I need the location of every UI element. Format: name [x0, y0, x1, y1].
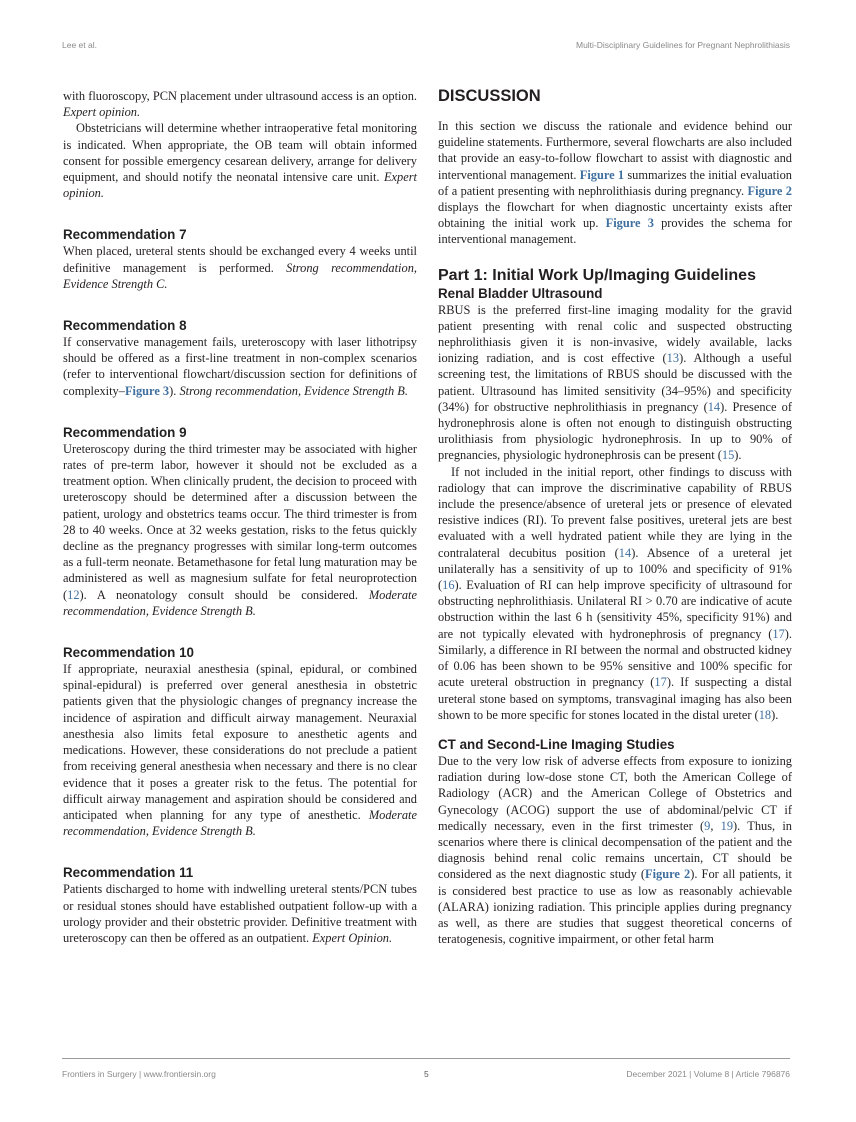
recommendation-10-text: If appropriate, neuraxial anesthesia (spinal, epidural, or combined spinal-epidural) is preferred over general anesthesia in obstetric patients given that the physiologic changes of pregnancy increase the incidence of aspiration and difficult airway management. Neuraxial anesthesia also limits fetal exposure to anesthetic agents and medications. However, these considerations do not preclude a patient from receiving general anesthesia when necessary and there is no clear evidence that it poses a greater risk to the fetus. The potential for difficult airway management and aspiration should be considered and anticipated when planning for any type of anesthetic. Moderate recommendation, Evidence Strength B. [63, 662, 417, 839]
recommendation-9-text: Ureteroscopy during the third trimester may be associated with higher rates of pre-term labor, however it should not be excluded as a treatment option. When clinically prudent, the decision to proceed with ureteroscopy should be determined after a discussion between the patient, urology and obstetrics teams occur. The third trimester is from 28 to 40 weeks. Once at 32 weeks gestation, risks to the fetus quickly decline as the pregnancy progresses with similar long-term outcomes as a full-term neonate. Betamethasone for fetal lung maturation may be administered as well as magnesium sulfate for fetal neuroprotection (12). A neonatology consult should be considered. Moderate recommendation, Evidence Strength B. [63, 441, 417, 618]
running-header-title: Multi-Disciplinary Guidelines for Pregnant Nephrolithiasis [575, 40, 790, 50]
running-header-authors: Lee et al. [62, 40, 97, 50]
left-column [63, 88, 417, 946]
recommendation-11-heading: Recommendation 11 [63, 865, 194, 881]
citation-link[interactable]: 19 [720, 818, 734, 833]
ct-heading: CT and Second-Line Imaging Studies [438, 736, 675, 752]
recommendation-7-heading: Recommendation 7 [63, 227, 187, 243]
citation-link[interactable]: 13 [666, 351, 680, 366]
discussion-heading: DISCUSSION [438, 87, 541, 105]
figure-3-link[interactable]: Figure 3 [124, 383, 170, 398]
page-number: 5 [424, 1069, 429, 1079]
recommendation-10-heading: Recommendation 10 [63, 645, 194, 661]
citation-link[interactable]: 17 [654, 675, 667, 690]
figure-2-link[interactable]: Figure 2 [747, 183, 792, 198]
footer-issue: December 2021 | Volume 8 | Article 796876 [626, 1069, 790, 1079]
evidence-note: Expert opinion. [63, 105, 141, 120]
citation-link[interactable]: 17 [772, 626, 785, 641]
citation-link[interactable]: 14 [618, 545, 632, 560]
evidence-note: Expert Opinion. [312, 930, 393, 945]
recommendation-9-heading: Recommendation 9 [63, 424, 187, 440]
recommendation-11-text: Patients discharged to home with indwelling ureteral stents/PCN tubes or residual stones should have established outpatient follow-up with a urology provider and their obstetric provider. Definitive treatment with ureteroscopy can then be offered as an outpatient. Expert Opinion. [63, 882, 417, 945]
rbus-paragraph-2: If not included in the initial report, other findings to discuss with radiology that can improve the discriminative capability of RBUS include the presence/absence of ureteral jets or presence of elevated resistive indices (RI). To prevent false positives, ureteral jets are best evaluated with a well hydrated patient while they are lying in the contralateral decubitus position (14). Absence of a ureteral jet unilaterally has a sensitivity of up to 100% and specificity of 91% (16). Evaluation of RI can help improve specificity of ultrasound for obstructing nephrolithiasis. Unilateral RI > 0.70 are indicative of acute obstruction within the last 6 h (sensitivity 45%, specificity 91%) and are not typically elevated with hydronephrosis of pregnancy (17). Similarly, a difference in RI between the normal and obstructed kidney of 0.06 has been shown to be 95% sensitive and 100% specific for acute ureteral obstruction in pregnancy (17). If suspecting a distal ureteral stone based on symptoms, transvaginal imaging has also been shown to be more specific for stones located in the distal ureter (18). [438, 464, 792, 722]
evidence-note: Strong recommendation, Evidence Strength C. [63, 260, 417, 291]
citation-link[interactable]: 18 [758, 707, 772, 722]
part-1-heading: Part 1: Initial Work Up/Imaging Guidelines [438, 266, 756, 284]
citation-link[interactable]: 14 [707, 399, 721, 414]
figure-1-link[interactable]: Figure 1 [579, 167, 625, 182]
citation-link[interactable]: 12 [67, 587, 80, 602]
evidence-note: Strong recommendation, Evidence Strength B. [179, 383, 408, 398]
footer-journal: Frontiers in Surgery | www.frontiersin.org [62, 1069, 216, 1079]
recommendation-8-heading: Recommendation 8 [63, 318, 187, 334]
recommendation-7-text: When placed, ureteral stents should be exchanged every 4 weeks until definitive management is performed. Strong recommendation, Evidence Strength C. [63, 244, 417, 291]
paragraph-pcn-fluoroscopy: with fluoroscopy, PCN placement under ultrasound access is an option. Expert opinion. [63, 89, 417, 120]
discussion-intro: In this section we discuss the rationale and evidence behind our guideline statements. Furthermore, several flowcharts are also included that provide an easy-to-follow flowchart to assist with diagnostic and interventional management. Figure 1 summarizes the initial evaluation of a patient presenting with nephrolithiasis during pregnancy. Figure 2 displays the flowchart for when diagnostic uncertainty exists after obtaining the initial work up. Figure 3 provides the schema for interventional management. [438, 119, 792, 247]
evidence-note: Moderate recommendation, Evidence Strength B. [63, 587, 417, 618]
ct-paragraph: Due to the very low risk of adverse effects from exposure to ionizing radiation during low-dose stone CT, both the American College of Radiology (ACR) and the American College of Obstetrics and Gynecology (ACOG) support the use of abdominal/pelvic CT if medically necessary, even in the first trimester (9, 19). Thus, in scenarios where there is clinical decompensation of the patient and the diagnosis behind renal colic remains uncertain, CT should be considered as the next diagnostic study (Figure 2). For all patients, it is considered best practice to use as low as reasonably achievable (ALARA) ionizing radiation. This principle applies during pregnancy as well, as there are studies that suggest theoretical concerns of teratogenesis, cognitive impairment, or other fetal harm [438, 753, 792, 947]
figure-3-link[interactable]: Figure 3 [605, 216, 654, 231]
citation-link[interactable]: 16 [442, 578, 455, 593]
paragraph-obstetricians: Obstetricians will determine whether intraoperative fetal monitoring is indicated. When appropriate, the OB team will obtain informed consent for possible emergency cesarean delivery, arrange for delivery equipment, and should notify the neonatal intensive care unit. Expert opinion. [63, 121, 417, 201]
rbus-heading: Renal Bladder Ultrasound [438, 285, 603, 301]
citation-link[interactable]: 15 [721, 448, 735, 463]
citation-link[interactable]: 9 [704, 818, 711, 833]
footer-divider [62, 1058, 790, 1059]
figure-2-link[interactable]: Figure 2 [645, 867, 691, 882]
evidence-note: Moderate recommendation, Evidence Strength B. [63, 807, 417, 839]
right-column [438, 88, 792, 947]
recommendation-8-text: If conservative management fails, ureteroscopy with laser lithotripsy should be offered as a first-line treatment in non-complex scenarios (refer to interventional flowchart/discussion section for definitions of complexity–Figure 3). Strong recommendation, Evidence Strength B. [63, 335, 417, 398]
evidence-note: Expert opinion. [63, 170, 417, 201]
rbus-paragraph-1: RBUS is the preferred first-line imaging modality for the gravid patient presenting with renal colic and suspected obstructing nephrolithiasis given it is non-invasive, widely available, lacks ionizing radiation, and is cost effective (13). Although a useful screening test, the limitations of RBUS should be discussed with the patient. Ultrasound has limited sensitivity (34–95%) and specificity (34%) for obstructive nephrolithiasis in pregnancy (14). Presence of hydronephrosis alone is often not enough to distinguish obstructing urolithiasis from physiologic hydronephrosis. In up to 90% of pregnancies, physiologic hydronephrosis can be present (15). [438, 302, 792, 463]
